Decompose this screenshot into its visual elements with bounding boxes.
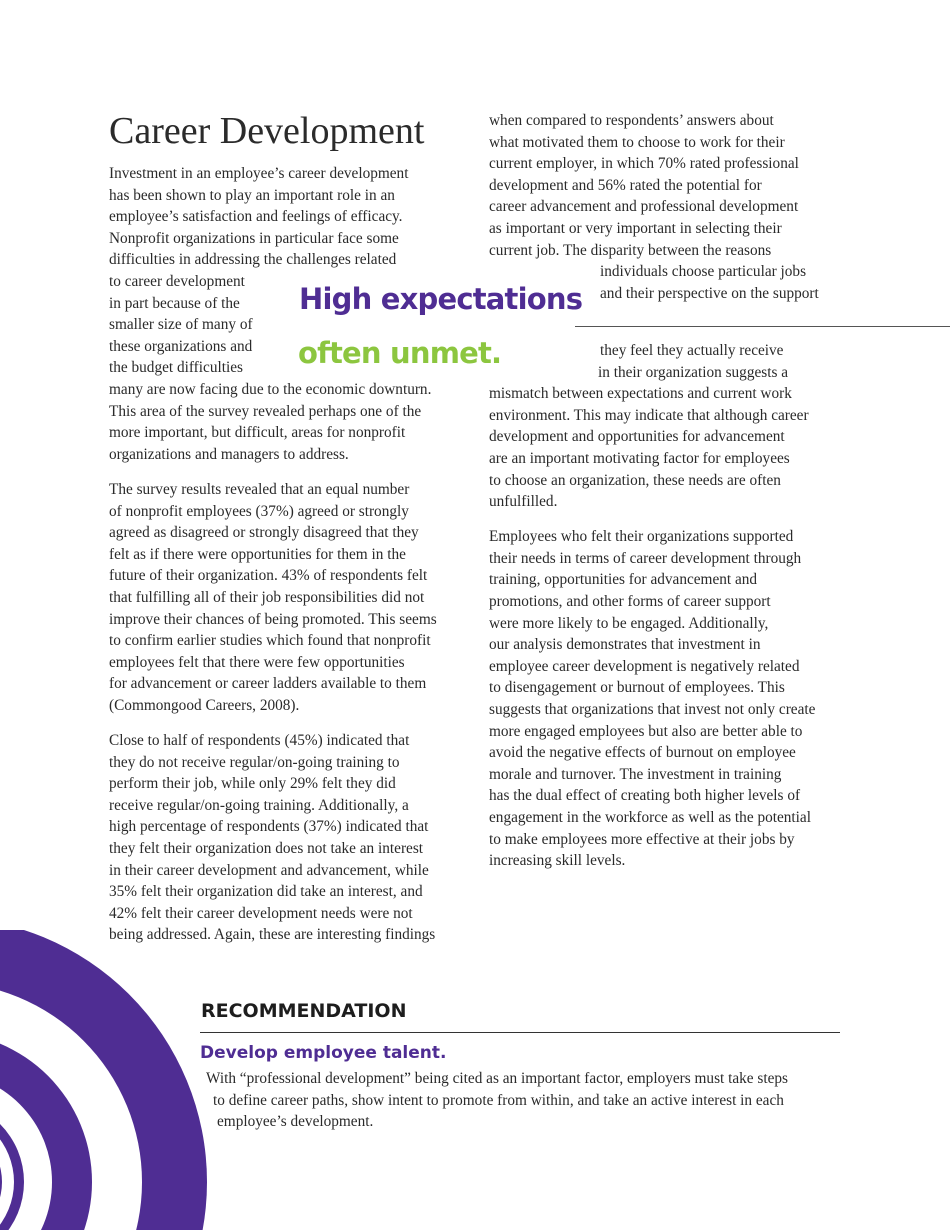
pull-quote-line-1: High expectations (299, 282, 583, 316)
left-column-line: employee’s satisfaction and feelings of efficacy. (109, 208, 403, 226)
right-column-line: avoid the negative effects of burnout on employee (489, 744, 796, 762)
right-column-line: engagement in the workforce as well as the potential (489, 809, 811, 826)
left-column-line: they do not receive regular/on-going training to (109, 753, 400, 771)
left-column-line: of nonprofit employees (37%) agreed or strongly (109, 502, 409, 520)
right-column-line: current job. The disparity between the reasons (489, 241, 772, 259)
recommendation-rule (200, 1032, 840, 1033)
left-column-line: 35% felt their organization did take an interest, and (109, 883, 423, 901)
concentric-circles-graphic (0, 930, 210, 1230)
right-column-line: what motivated them to choose to work for their (489, 133, 785, 151)
right-column-line: increasing skill levels. (489, 852, 626, 870)
right-column-line: to disengagement or burnout of employees. This (489, 679, 785, 697)
left-column-line: The survey results revealed that an equal number (109, 480, 410, 498)
left-column-line: being addressed. Again, these are interesting findings (109, 926, 436, 944)
left-column-line: high percentage of respondents (37%) indicated that (109, 818, 429, 836)
left-column-line: has been shown to play an important role in an (109, 186, 395, 204)
recommendation-line: With “professional development” being cited as an important factor, employers must take steps (206, 1070, 789, 1087)
right-column-line: when compared to respondents’ answers about (489, 112, 774, 129)
left-column-line: difficulties in addressing the challenges related (109, 251, 397, 269)
right-column-line: are an important motivating factor for employees (489, 449, 790, 467)
right-column-line: their needs in terms of career development through (489, 549, 802, 567)
left-column-line: smaller size of many of (109, 316, 253, 334)
left-column-line: (Commongood Careers, 2008). (109, 696, 300, 714)
right-column-line: our analysis demonstrates that investment in (489, 636, 761, 654)
right-column-line: mismatch between expectations and current work (489, 385, 792, 403)
left-column-line: perform their job, while only 29% felt they did (109, 775, 396, 793)
left-column-line: in their career development and advancement, while (109, 861, 429, 879)
left-column-line: Close to half of respondents (45%) indicated that (109, 732, 410, 749)
left-column-line: these organizations and (109, 337, 253, 355)
pull-quote-divider (575, 326, 950, 327)
left-column-line: 42% felt their career development needs were not (109, 904, 413, 922)
right-column-line: more engaged employees but also are better able to (489, 722, 803, 740)
left-column-line: for advancement or career ladders available to them (109, 675, 427, 693)
right-column-line: career advancement and professional development (489, 198, 799, 216)
right-column-line: unfulfilled. (489, 493, 558, 511)
left-column-line: the budget difficulties (109, 359, 243, 377)
left-column-line: many are now facing due to the economic downturn. (109, 381, 432, 398)
left-column-line: Nonprofit organizations in particular face some (109, 229, 399, 247)
left-column-line: more important, but difficult, areas for nonprofit (109, 424, 406, 442)
left-column-line: employees felt that there were few opportunities (109, 653, 405, 671)
left-column-line: to career development (109, 273, 245, 290)
right-column-line: morale and turnover. The investment in training (489, 765, 782, 783)
right-column-line: individuals choose particular jobs (600, 263, 807, 281)
right-column-line: current employer, in which 70% rated professional (489, 155, 799, 173)
left-column-line: improve their chances of being promoted. This seems (109, 610, 437, 628)
right-column-line: Employees who felt their organizations supported (489, 528, 794, 546)
right-column-line: as important or very important in selecting their (489, 220, 782, 237)
right-column-line: environment. This may indicate that although career (489, 406, 809, 424)
right-column-line: promotions, and other forms of career support (489, 593, 771, 610)
right-column-line: employee career development is negatively related (489, 657, 800, 675)
right-column-line: in their organization suggests a (598, 363, 789, 381)
right-column-line: development and opportunities for advancement (489, 428, 785, 446)
left-column-line: Investment in an employee’s career development (109, 165, 409, 182)
right-column-line: development and 56% rated the potential for (489, 176, 762, 194)
recommendation-line: to define career paths, show intent to promote from within, and take an active interest in each (213, 1091, 784, 1109)
pull-quote-line-2: often unmet. (298, 336, 502, 370)
recommendation-heading: RECOMMENDATION (201, 1000, 407, 1022)
left-column-line: organizations and managers to address. (109, 445, 349, 463)
left-column-line: agreed as disagreed or strongly disagreed that they (109, 524, 419, 542)
right-column-line: and their perspective on the support (600, 284, 819, 302)
recommendation-subheading: Develop employee talent. (200, 1043, 447, 1063)
left-column-line: in part because of the (109, 294, 240, 312)
left-column-line: they felt their organization does not take an interest (109, 840, 424, 857)
right-column-line: training, opportunities for advancement and (489, 571, 758, 589)
right-column-line: suggests that organizations that invest not only create (489, 701, 816, 718)
left-column-line: receive regular/on-going training. Additionally, a (109, 796, 409, 814)
right-column-line: were more likely to be engaged. Additionally, (489, 614, 769, 632)
recommendation-line: employee’s development. (217, 1113, 374, 1131)
left-column-line: felt as if there were opportunities for them in the (109, 545, 406, 563)
left-column-line: future of their organization. 43% of respondents felt (109, 567, 428, 585)
page-title: Career Development (109, 110, 425, 152)
right-column-line: to make employees more effective at their jobs by (489, 830, 795, 848)
left-column-line: that fulfilling all of their job responsibilities did not (109, 588, 425, 606)
right-column-line: they feel they actually receive (600, 341, 784, 359)
left-column-line: This area of the survey revealed perhaps one of the (109, 402, 422, 420)
right-column-line: has the dual effect of creating both higher levels of (489, 787, 801, 805)
left-column-line: to confirm earlier studies which found that nonprofit (109, 632, 431, 650)
right-column-line: to choose an organization, these needs are often (489, 471, 781, 489)
